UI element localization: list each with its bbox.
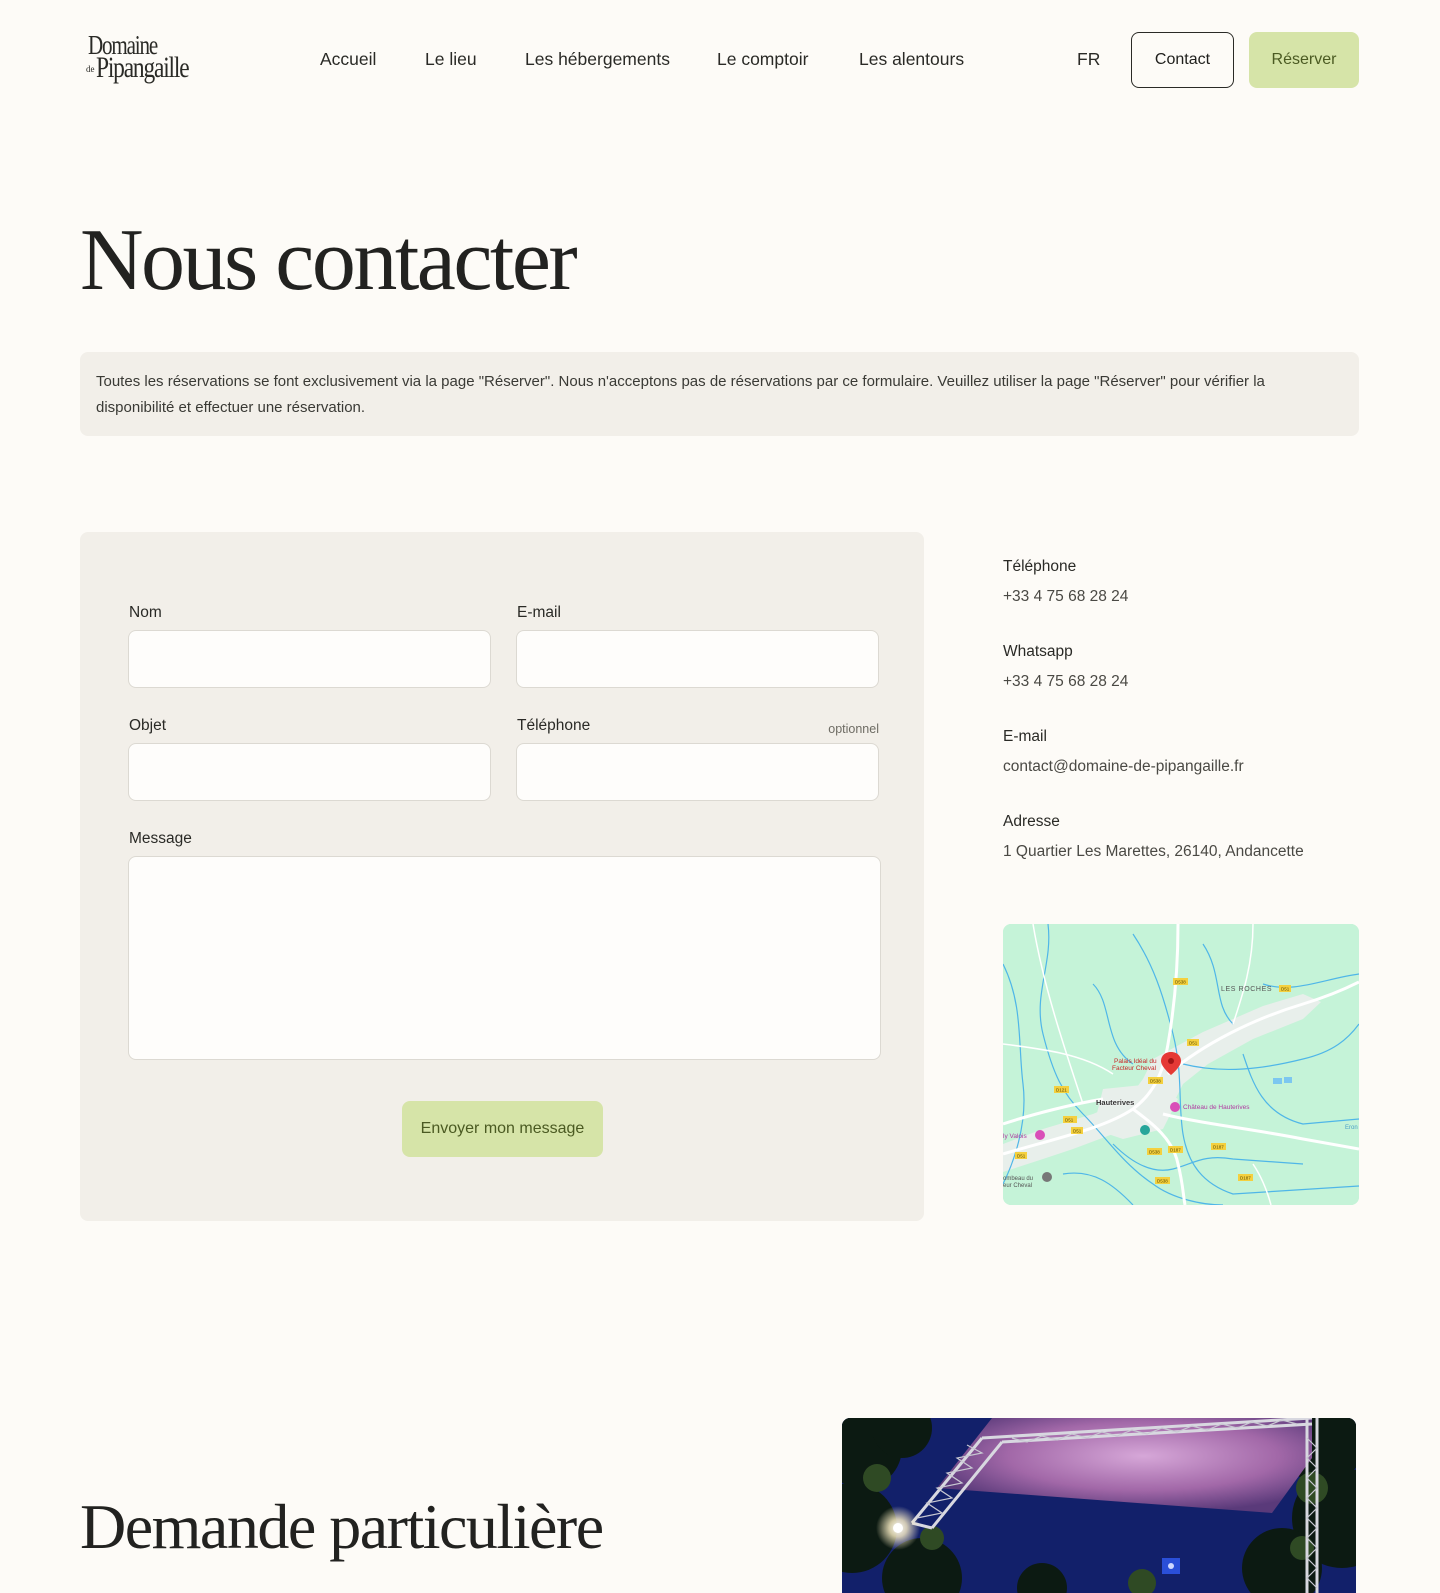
map-road-label: D51 bbox=[1189, 1040, 1198, 1046]
map-road-label: D187 bbox=[1213, 1144, 1224, 1150]
info-address bbox=[1003, 813, 1304, 861]
nav-item-alentours[interactable]: Les alentours bbox=[859, 49, 965, 69]
page-title: Nous contacter bbox=[80, 212, 576, 309]
logo-line-1: Domaine bbox=[88, 30, 158, 60]
phone-input[interactable] bbox=[516, 743, 879, 801]
nav-item-accueil[interactable]: Accueil bbox=[320, 49, 377, 69]
message-label: Message bbox=[129, 830, 192, 847]
castle-marker-icon bbox=[1170, 1102, 1180, 1112]
nav-item-comptoir[interactable]: Le comptoir bbox=[717, 49, 809, 69]
name-label: Nom bbox=[129, 604, 162, 621]
email-input[interactable] bbox=[516, 630, 879, 688]
info-phone-label: Téléphone bbox=[1003, 558, 1077, 575]
info-email bbox=[1003, 728, 1244, 776]
site-logo[interactable] bbox=[86, 30, 196, 88]
info-whatsapp bbox=[1003, 643, 1128, 691]
info-address-value: 1 Quartier Les Marettes, 26140, Andancette bbox=[1003, 843, 1304, 860]
site-header bbox=[0, 0, 1440, 120]
name-input[interactable] bbox=[128, 630, 491, 688]
reservation-notice: Toutes les réservations se font exclusivement via la page "Réserver". Nous n'acceptons pas de réservations par ce formulaire. Veuillez utiliser la page "Réserver" pour vérifier la disponibilité et effectuer une réservation. bbox=[80, 352, 1359, 436]
phone-optional-hint: optionnel bbox=[828, 722, 879, 736]
map-label-eron: Eron bbox=[1345, 1125, 1358, 1131]
map-label-valois: ly Valois bbox=[1003, 1133, 1027, 1140]
phone-label: Téléphone bbox=[517, 717, 591, 734]
map-label-hauterives: Hauterives bbox=[1096, 1098, 1135, 1107]
map-road-label: D121 bbox=[1056, 1087, 1067, 1093]
message-textarea[interactable] bbox=[128, 856, 881, 1060]
map-label-les-roches: LES ROCHES bbox=[1221, 986, 1273, 993]
event-photo bbox=[842, 1418, 1356, 1593]
contact-button[interactable]: Contact bbox=[1131, 32, 1234, 88]
subject-label: Objet bbox=[129, 717, 167, 734]
send-message-button[interactable]: Envoyer mon message bbox=[402, 1101, 603, 1157]
map-label-chateau: Château de Hauterives bbox=[1183, 1104, 1250, 1111]
map-road-label: D51 bbox=[1281, 986, 1290, 992]
special-request-title: Demande particulière bbox=[80, 1491, 603, 1562]
poi-marker-icon bbox=[1035, 1130, 1045, 1140]
info-phone-link[interactable]: +33 4 75 68 28 24 bbox=[1003, 588, 1129, 605]
map-graphic bbox=[1003, 924, 1359, 1205]
logo-line-3: Pipangaille bbox=[96, 51, 189, 84]
language-switcher[interactable]: FR bbox=[1077, 49, 1101, 69]
event-photo-graphic bbox=[842, 1418, 1356, 1593]
info-email-label: E-mail bbox=[1003, 728, 1047, 745]
map-road-label: D51 bbox=[1073, 1128, 1082, 1134]
nav-item-hebergements[interactable]: Les hébergements bbox=[525, 49, 670, 69]
email-label: E-mail bbox=[517, 604, 561, 621]
park-marker-icon bbox=[1140, 1125, 1150, 1135]
contact-form bbox=[80, 532, 924, 1221]
info-whatsapp-link[interactable]: +33 4 75 68 28 24 bbox=[1003, 673, 1129, 690]
info-email-link[interactable]: contact@domaine-de-pipangaille.fr bbox=[1003, 758, 1244, 775]
map-road-label: D538 bbox=[1175, 979, 1186, 985]
location-map[interactable] bbox=[1003, 924, 1359, 1205]
map-road-label: D51 bbox=[1017, 1153, 1026, 1159]
map-road-label: D538 bbox=[1149, 1149, 1160, 1155]
info-whatsapp-label: Whatsapp bbox=[1003, 643, 1073, 660]
reserve-button[interactable]: Réserver bbox=[1249, 32, 1359, 88]
subject-input[interactable] bbox=[128, 743, 491, 801]
map-road-label: D538 bbox=[1157, 1178, 1168, 1184]
map-label-palais-1: Palais Idéal du bbox=[1114, 1058, 1157, 1065]
nav-item-le-lieu[interactable]: Le lieu bbox=[425, 49, 477, 69]
map-road-label: D187 bbox=[1170, 1147, 1181, 1153]
map-road-label: D538 bbox=[1150, 1078, 1161, 1084]
poi-grey-marker-icon bbox=[1042, 1172, 1052, 1182]
map-road-label: D51 bbox=[1065, 1117, 1074, 1123]
map-label-palais-2: Facteur Cheval bbox=[1112, 1065, 1157, 1072]
map-label-tombeau-1: ombeau du bbox=[1003, 1176, 1034, 1182]
map-road-label: D187 bbox=[1240, 1175, 1251, 1181]
info-address-label: Adresse bbox=[1003, 813, 1060, 830]
logo-line-2: de bbox=[86, 64, 95, 74]
info-phone bbox=[1003, 558, 1128, 606]
map-label-tombeau-2: eur Cheval bbox=[1003, 1183, 1033, 1189]
